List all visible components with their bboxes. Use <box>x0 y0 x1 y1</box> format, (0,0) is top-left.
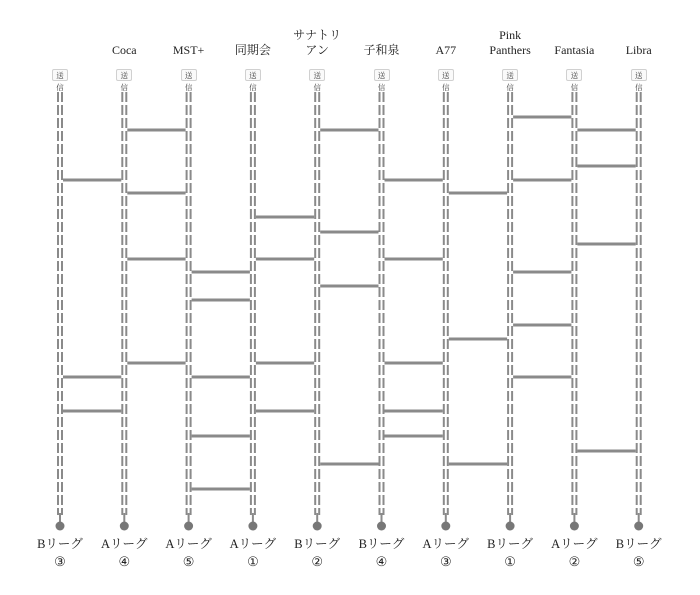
goal-dot <box>120 522 129 531</box>
column-name: Pink Panthers <box>489 28 531 57</box>
rank-label: ⑤ <box>182 554 195 569</box>
league-label: Bリーグ <box>294 537 341 551</box>
column-name: Coca <box>111 43 137 57</box>
goal-dot <box>634 522 643 531</box>
league-label: Aリーグ <box>422 537 470 551</box>
rank-label: ① <box>247 554 259 569</box>
column-name: サナトリ アン <box>293 28 342 57</box>
goal-dot <box>248 522 257 531</box>
rank-label: ③ <box>439 554 452 569</box>
send-button[interactable]: 送信 <box>438 69 454 81</box>
rank-label: ② <box>311 554 324 569</box>
league-label: Aリーグ <box>551 537 598 551</box>
column-name: MST+ <box>172 43 205 57</box>
send-button[interactable]: 送信 <box>116 69 132 81</box>
column-name: Fantasia <box>554 43 595 57</box>
league-label: Aリーグ <box>101 537 148 551</box>
goal-dot <box>56 522 65 531</box>
goal-dot <box>441 522 450 531</box>
send-button[interactable]: 送信 <box>502 69 518 81</box>
goal-dot <box>570 522 579 531</box>
column-name: A77 <box>435 43 457 57</box>
rank-label: ④ <box>118 554 131 569</box>
send-button[interactable]: 送信 <box>566 69 582 81</box>
send-button[interactable]: 送信 <box>309 69 325 81</box>
goal-dot <box>313 522 322 531</box>
column-name: Libra <box>625 43 652 57</box>
league-label: Bリーグ <box>358 537 405 551</box>
league-label: Aリーグ <box>229 537 277 551</box>
league-label: Bリーグ <box>37 537 83 551</box>
rank-label: ② <box>568 554 581 569</box>
column-name: 子和泉 <box>363 43 400 57</box>
goal-dot <box>377 522 386 531</box>
rank-label: ⑤ <box>632 554 645 569</box>
send-button[interactable]: 送信 <box>52 69 68 81</box>
send-button[interactable]: 送信 <box>374 69 390 81</box>
rank-label: ④ <box>375 554 388 569</box>
send-button[interactable]: 送信 <box>631 69 647 81</box>
rank-label: ① <box>504 554 516 569</box>
league-label: Bリーグ <box>487 537 534 551</box>
league-label: Bリーグ <box>615 537 662 551</box>
rank-label: ③ <box>54 554 66 569</box>
goal-dot <box>184 522 193 531</box>
league-label: Aリーグ <box>165 537 212 551</box>
send-button[interactable]: 送信 <box>181 69 197 81</box>
goal-dot <box>506 522 515 531</box>
send-button[interactable]: 送信 <box>245 69 261 81</box>
column-name: 同期会 <box>234 43 271 57</box>
